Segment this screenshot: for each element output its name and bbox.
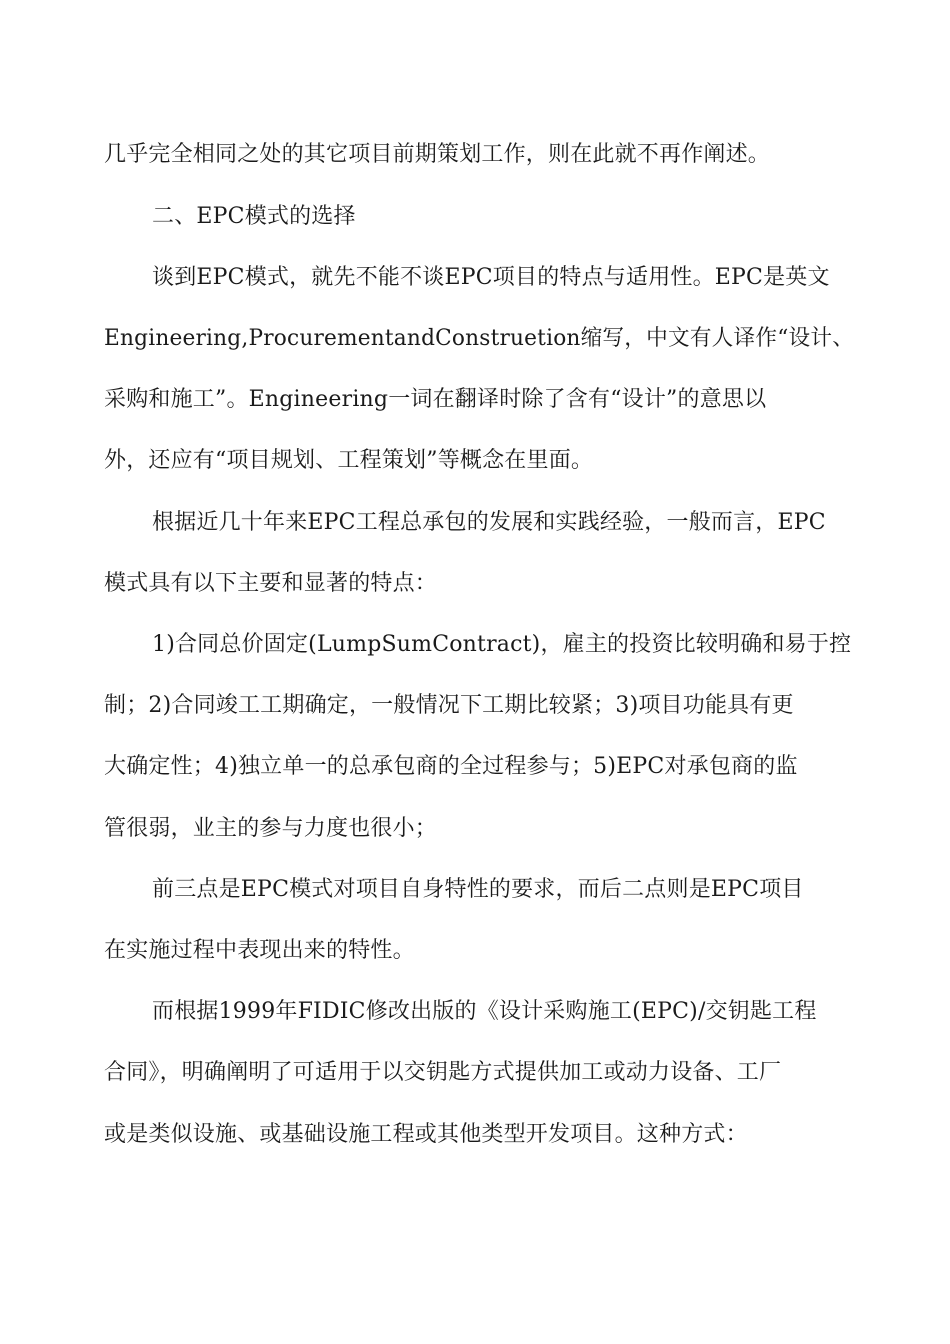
paragraph-line: 或是类似设施、或基础设施工程或其他类型开发项目。这种方式： [104,1122,748,1147]
paragraph-line: 管很弱，业主的参与力度也很小； [104,816,438,841]
paragraph-line: 外，还应有“项目规划、工程策划”等概念在里面。 [104,448,594,473]
paragraph-line: 制；2)合同竣工工期确定，一般情况下工期比较紧；3)项目功能具有更 [104,693,794,718]
paragraph-line: 而根据1999年FIDIC修改出版的《设计采购施工(EPC)/交钥匙工程 [152,999,817,1024]
paragraph-line: 合同》，明确阐明了可适用于以交钥匙方式提供加工或动力设备、工厂 [104,1060,782,1085]
paragraph-line: 1)合同总价固定(LumpSumContract)，雇主的投资比较明确和易于控 [152,632,852,657]
paragraph-line: 采购和施工”。Engineering一词在翻译时除了含有“设计”的意思以 [104,387,767,412]
paragraph-line: 在实施过程中表现出来的特性。 [104,938,415,963]
paragraph-line: 谈到EPC模式，就先不能不谈EPC项目的特点与适用性。EPC是英文 [152,265,830,290]
paragraph-line: 大确定性；4)独立单一的总承包商的全过程参与；5)EPC对承包商的监 [104,754,798,779]
paragraph-line: 模式具有以下主要和显著的特点： [104,571,438,596]
paragraph-line: Engineering,ProcurementandConstruetion缩写，中文有人译作“设计、 [104,326,855,351]
section-heading: 二、EPC模式的选择 [152,204,356,229]
paragraph-line: 几乎完全相同之处的其它项目前期策划工作，则在此就不再作阐述。 [104,142,771,167]
paragraph-line: 前三点是EPC模式对项目自身特性的要求，而后二点则是EPC项目 [152,877,804,902]
paragraph-line: 根据近几十年来EPC工程总承包的发展和实践经验，一般而言，EPC [152,510,826,535]
